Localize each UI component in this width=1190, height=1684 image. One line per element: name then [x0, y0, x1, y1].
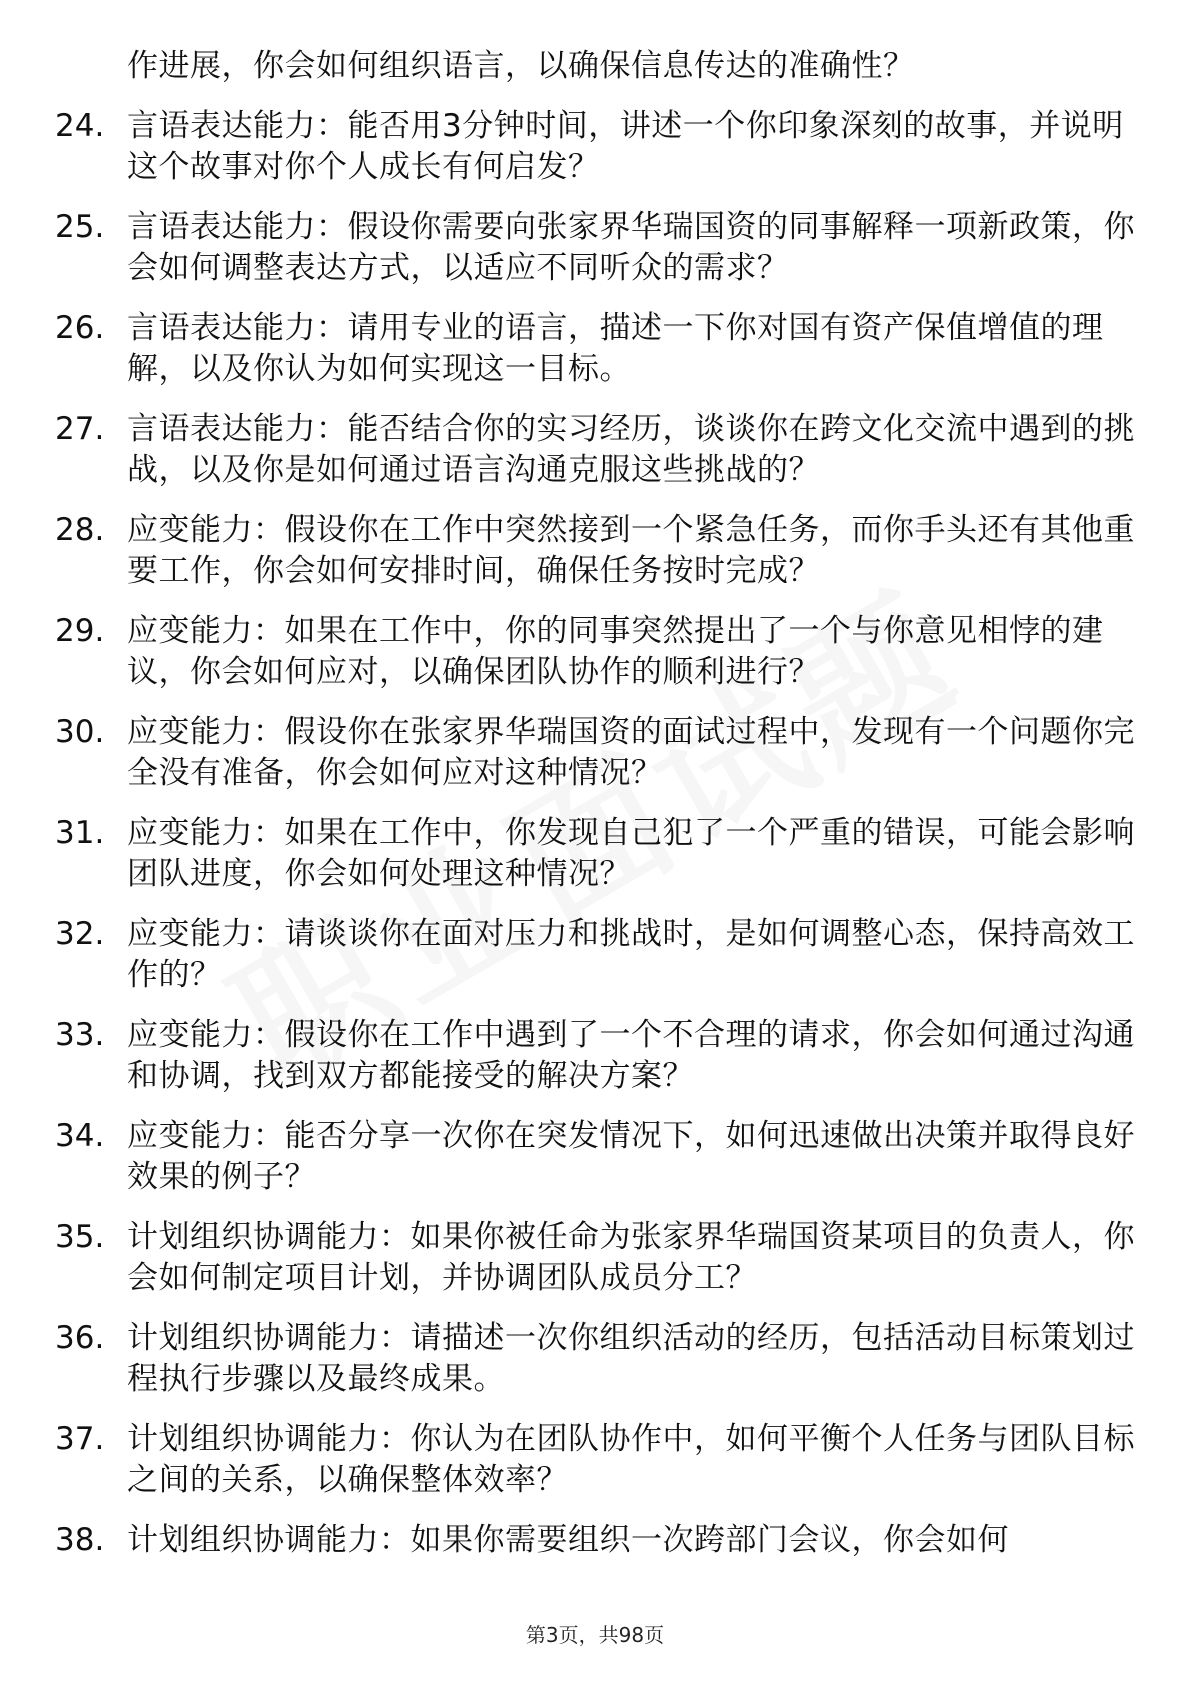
question-item — [55, 1419, 1145, 1501]
question-text: 应变能力：能否分享一次你在突发情况下，如何迅速做出决策并取得良好效果的例子？ — [127, 1118, 1135, 1195]
question-number: 37. — [55, 1421, 105, 1457]
question-item — [55, 308, 1145, 390]
question-number: 27. — [55, 411, 105, 447]
question-item — [55, 1015, 1145, 1097]
question-item — [55, 611, 1145, 693]
question-text: 言语表达能力：假设你需要向张家界华瑞国资的同事解释一项新政策，你会如何调整表达方式，以适应不同听众的需求？ — [127, 209, 1135, 286]
question-text: 计划组织协调能力：如果你需要组织一次跨部门会议，你会如何 — [127, 1522, 1009, 1558]
question-item — [55, 712, 1145, 794]
question-number: 31. — [55, 815, 105, 851]
question-number: 38. — [55, 1522, 105, 1558]
question-text: 应变能力：假设你在工作中突然接到一个紧急任务，而你手头还有其他重要工作，你会如何安排时间，确保任务按时完成？ — [127, 512, 1135, 589]
question-text: 计划组织协调能力：你认为在团队协作中，如何平衡个人任务与团队目标之间的关系，以确保整体效率？ — [127, 1421, 1135, 1498]
question-text: 计划组织协调能力：如果你被任命为张家界华瑞国资某项目的负责人，你会如何制定项目计划，并协调团队成员分工？ — [127, 1219, 1135, 1296]
question-number: 30. — [55, 714, 105, 750]
question-text: 应变能力：假设你在工作中遇到了一个不合理的请求，你会如何通过沟通和协调，找到双方都能接受的解决方案？ — [127, 1017, 1135, 1094]
question-item — [55, 1116, 1145, 1198]
question-item — [55, 813, 1145, 895]
question-item — [55, 1318, 1145, 1400]
question-number: 35. — [55, 1219, 105, 1255]
question-number: 32. — [55, 916, 105, 952]
question-number: 26. — [55, 310, 105, 346]
question-item — [55, 106, 1145, 188]
question-number: 33. — [55, 1017, 105, 1053]
question-item — [55, 914, 1145, 996]
question-number: 36. — [55, 1320, 105, 1356]
question-item — [55, 409, 1145, 491]
question-text: 应变能力：如果在工作中，你发现自己犯了一个严重的错误，可能会影响团队进度，你会如何处理这种情况？ — [127, 815, 1135, 892]
question-text: 言语表达能力：能否结合你的实习经历，谈谈你在跨文化交流中遇到的挑战，以及你是如何通过语言沟通克服这些挑战的？ — [127, 411, 1135, 488]
question-number: 29. — [55, 613, 105, 649]
question-item — [55, 510, 1145, 592]
page-footer: 第3页，共98页 — [525, 1623, 665, 1647]
question-text: 言语表达能力：请用专业的语言，描述一下你对国有资产保值增值的理解，以及你认为如何实现这一目标。 — [127, 310, 1104, 387]
continuation-paragraph — [55, 46, 1145, 87]
question-number: 28. — [55, 512, 105, 548]
question-number: 24. — [55, 108, 105, 144]
question-item — [55, 207, 1145, 289]
question-item — [55, 1217, 1145, 1299]
question-number: 34. — [55, 1118, 105, 1154]
continuation-text: 作进展，你会如何组织语言，以确保信息传达的准确性？ — [127, 48, 915, 84]
question-list — [55, 46, 1145, 1580]
question-text: 应变能力：假设你在张家界华瑞国资的面试过程中，发现有一个问题你完全没有准备，你会如何应对这种情况？ — [127, 714, 1135, 791]
question-item — [55, 1520, 1145, 1561]
question-text: 言语表达能力：能否用3分钟时间，讲述一个你印象深刻的故事，并说明这个故事对你个人成长有何启发？ — [127, 108, 1124, 185]
question-text: 应变能力：请谈谈你在面对压力和挑战时，是如何调整心态，保持高效工作的？ — [127, 916, 1135, 993]
question-text: 应变能力：如果在工作中，你的同事突然提出了一个与你意见相悖的建议，你会如何应对，以确保团队协作的顺利进行？ — [127, 613, 1104, 690]
question-number: 25. — [55, 209, 105, 245]
question-text: 计划组织协调能力：请描述一次你组织活动的经历，包括活动目标策划过程执行步骤以及最终成果。 — [127, 1320, 1135, 1397]
